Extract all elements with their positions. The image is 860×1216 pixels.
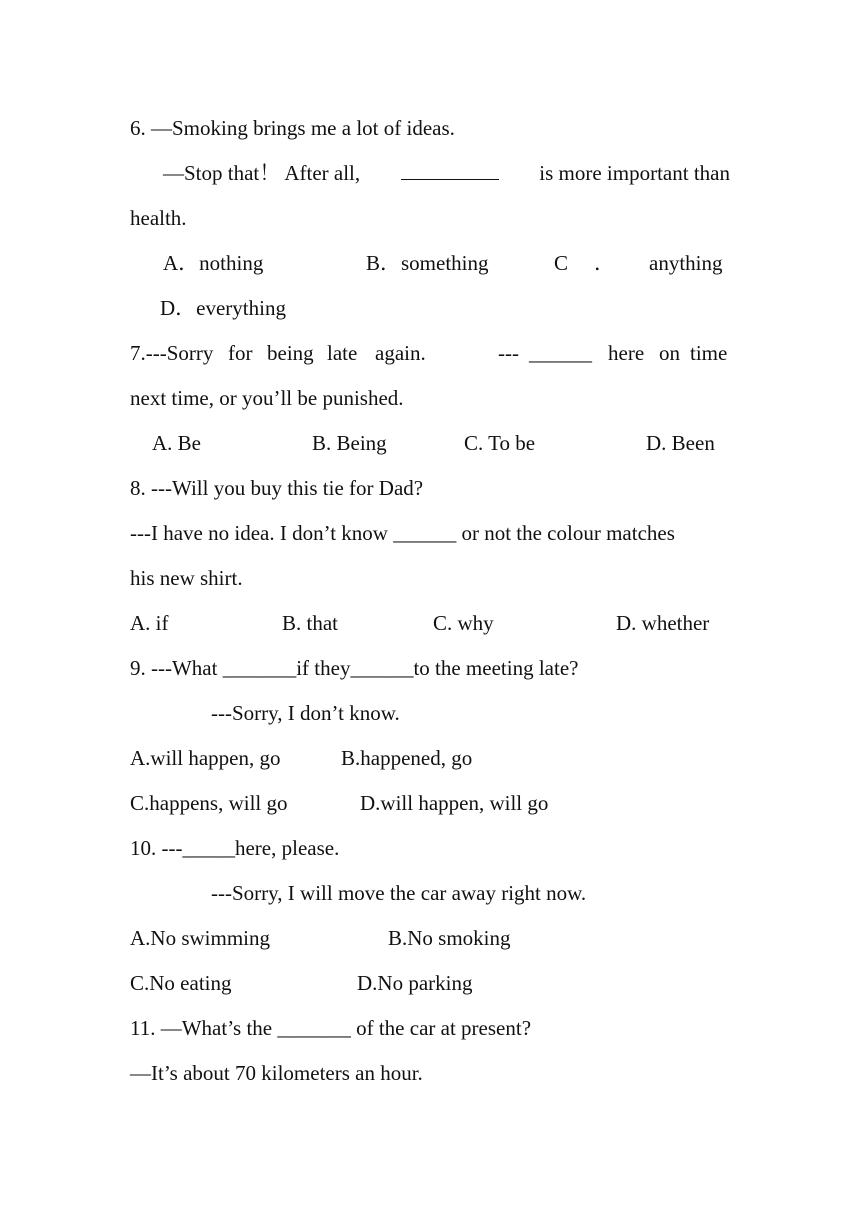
q10-reply: ---Sorry, I will move the car away right now. [211, 881, 587, 905]
q10-stem: 10. ---_____here, please. [130, 836, 340, 860]
q8-option-a: A. if [130, 611, 169, 635]
q6-stem: 6. —Smoking brings me a lot of ideas. [130, 116, 455, 140]
q10-option-b: B.No smoking [388, 926, 511, 950]
q8-stem: 8. ---Will you buy this tie for Dad? [130, 476, 424, 500]
q8-option-b: B. that [282, 611, 338, 635]
q7-stem-word: late [327, 341, 358, 365]
q7-answer-blank: ______ [529, 341, 592, 365]
q6-option-b: B．something [366, 251, 489, 275]
q6-reply-line [163, 161, 730, 185]
q7-stem-word: being [267, 341, 314, 365]
q8-option-c: C. why [433, 611, 494, 635]
q7-stem-word: here [608, 341, 645, 365]
q7-stem-word: time [690, 341, 728, 365]
q7-stem-word: on [659, 341, 680, 365]
q7-option-d: D. Been [646, 431, 715, 455]
q9-option-c: C.happens, will go [130, 791, 288, 815]
q9-reply: ---Sorry, I don’t know. [211, 701, 400, 725]
q11-reply: —It’s about 70 kilometers an hour. [130, 1061, 423, 1085]
q7-stem-word: for [228, 341, 253, 365]
q9-option-d: D.will happen, will go [360, 791, 549, 815]
q9-option-b: B.happened, go [341, 746, 473, 770]
q11-stem: 11. —What’s the _______ of the car at present? [130, 1016, 532, 1040]
q7-option-a: A. Be [152, 431, 201, 455]
q6-option-d: D．everything [160, 296, 286, 320]
q6-reply-end: is more important than [539, 161, 730, 185]
q8-option-d: D. whether [616, 611, 710, 635]
q10-option-c: C.No eating [130, 971, 232, 995]
q7-stem-cont: next time, or you’ll be punished. [130, 386, 404, 410]
q7-stem-word: --- [498, 341, 519, 365]
q7-stem-word: again. [375, 341, 426, 365]
q6-answer-blank [401, 161, 499, 180]
q6-option-c-letter: C [554, 251, 569, 275]
q7-stem-word: 7.---Sorry [130, 341, 214, 365]
q7-option-c: C. To be [464, 431, 536, 455]
q8-reply-cont: his new shirt. [130, 566, 243, 590]
q6-option-c-mark: ． [594, 251, 615, 275]
q10-option-d: D.No parking [357, 971, 473, 995]
q6-reply-start: —Stop that！ After all, [163, 161, 361, 185]
q8-reply: ---I have no idea. I don’t know ______ or not the colour matches [130, 521, 675, 545]
q10-option-a: A.No swimming [130, 926, 271, 950]
q6-option-a: A．nothing [163, 251, 264, 275]
q9-stem: 9. ---What _______if they______to the meeting late? [130, 656, 579, 680]
q7-option-b: B. Being [312, 431, 387, 455]
q9-option-a: A.will happen, go [130, 746, 281, 770]
q6-reply-cont: health. [130, 206, 187, 230]
q6-option-c-text: anything [649, 251, 723, 275]
